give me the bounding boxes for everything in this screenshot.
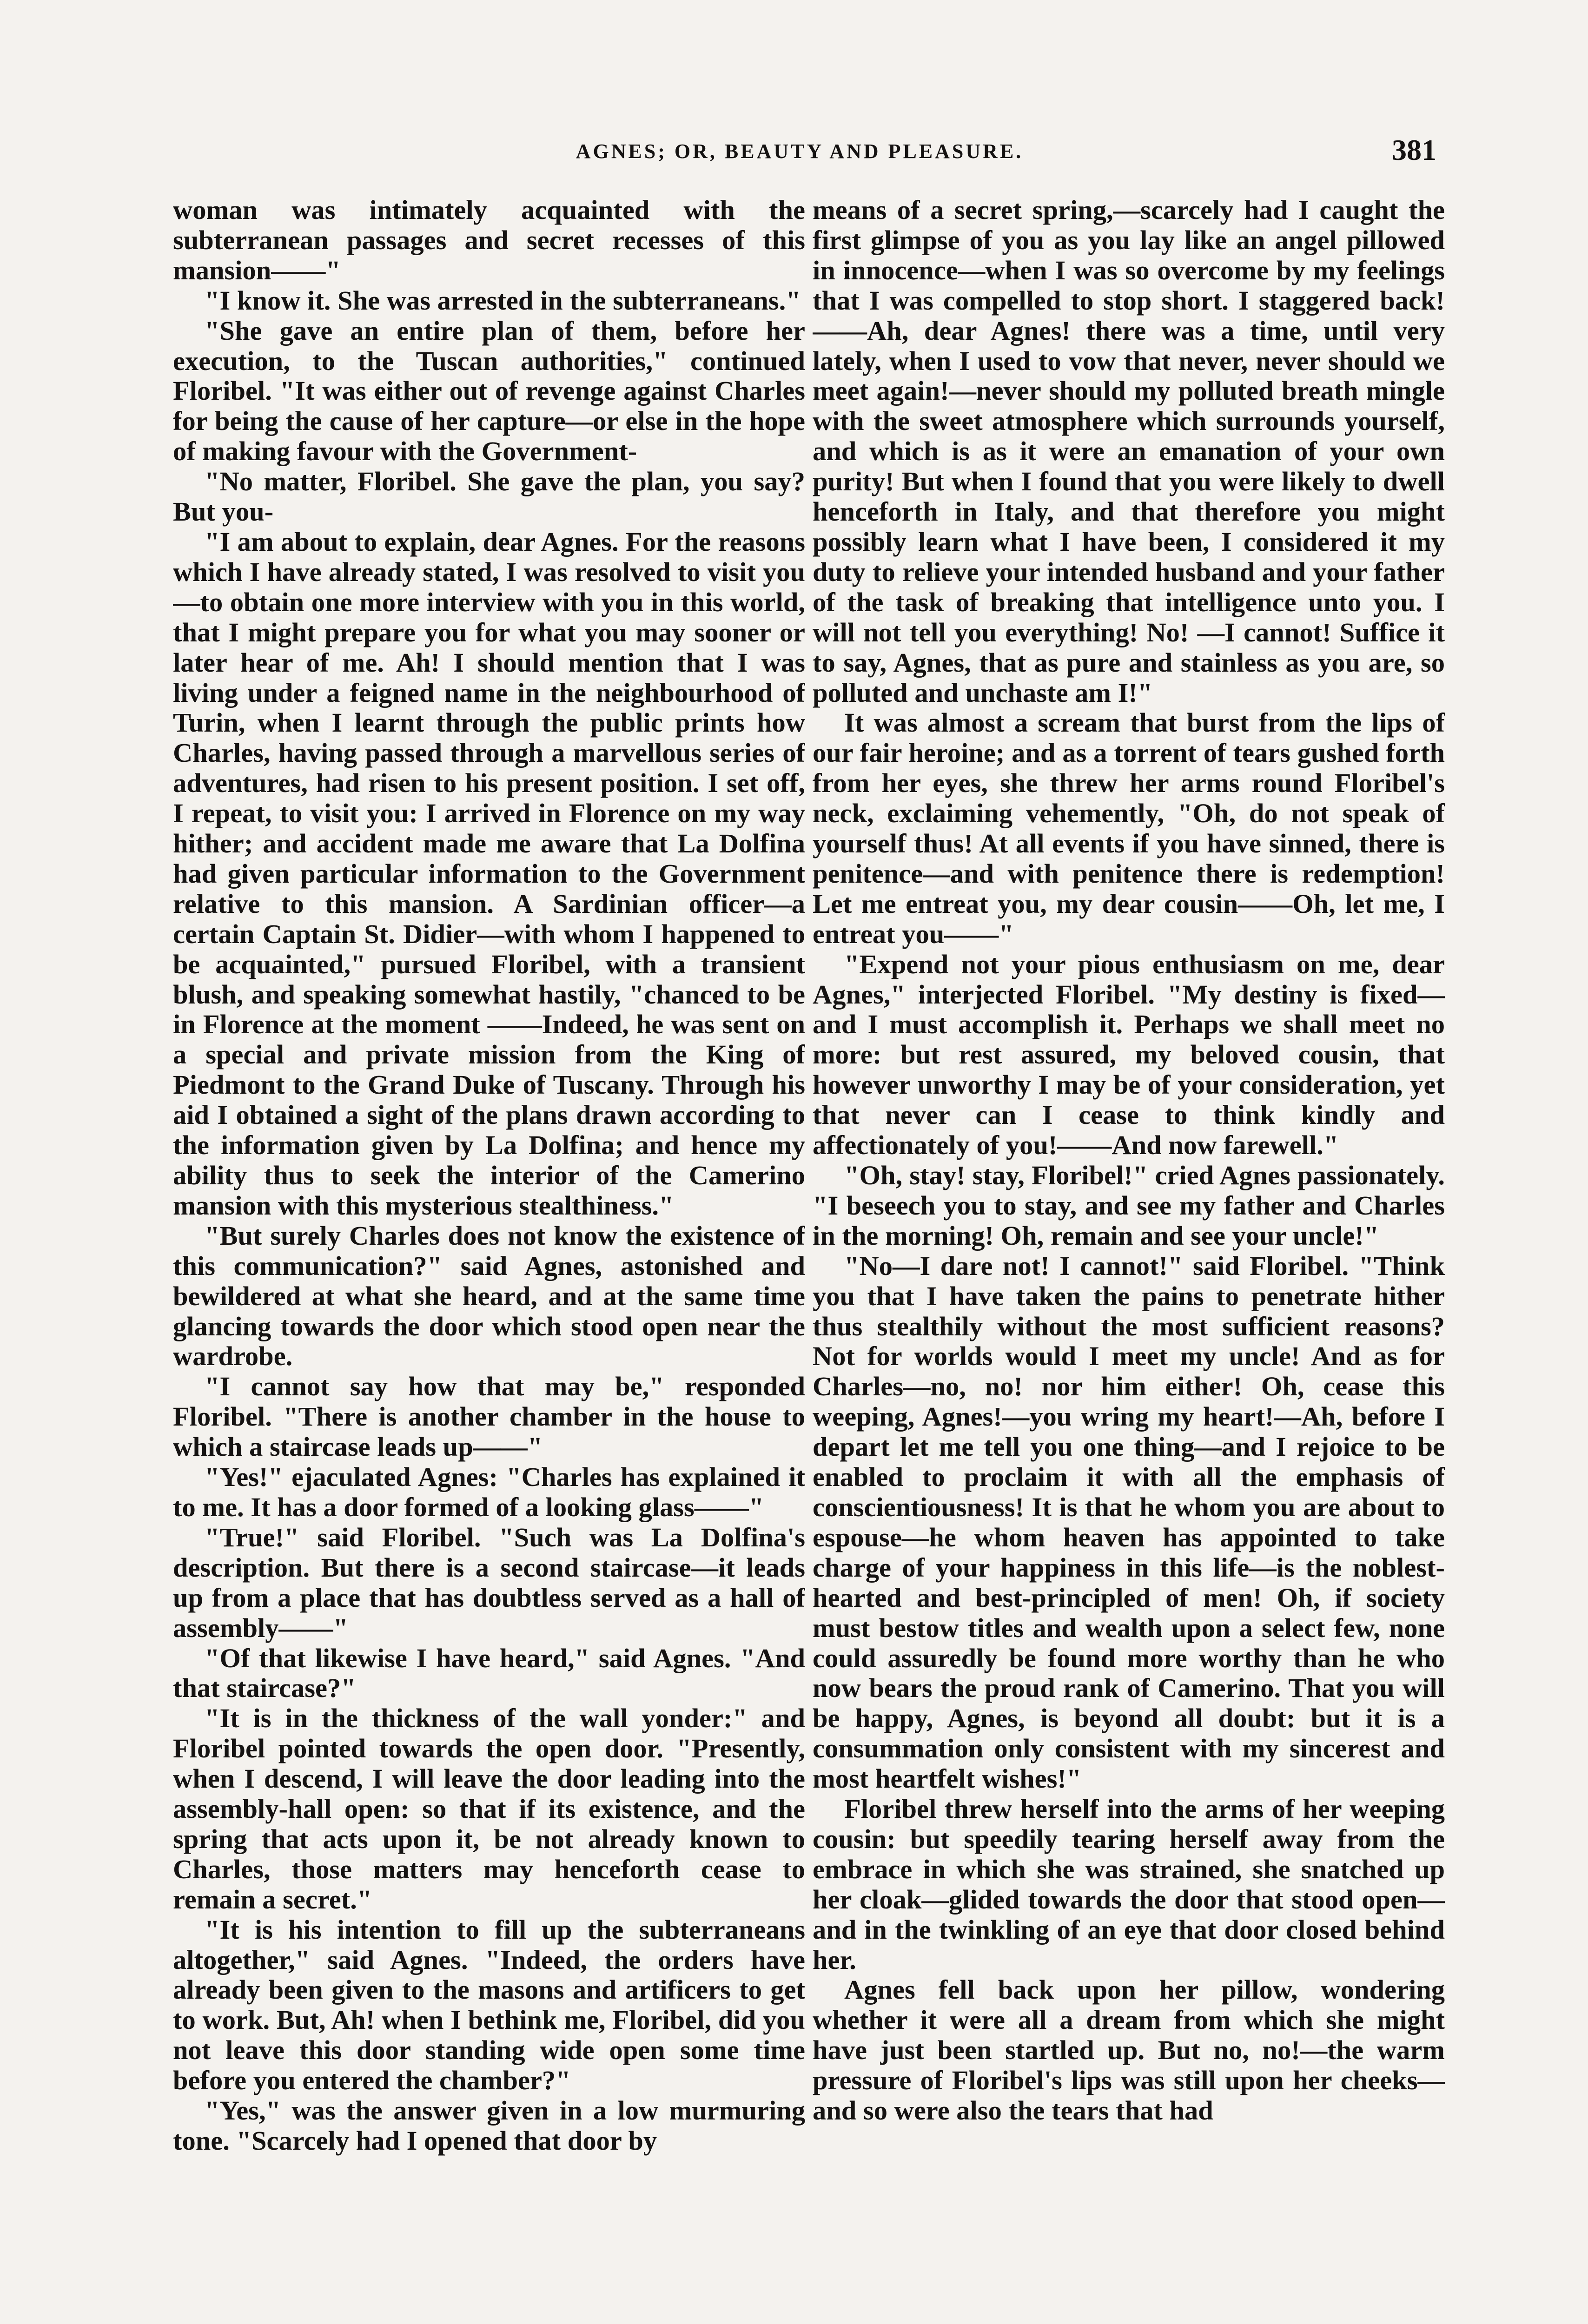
paragraph: means of a secret spring,—scarcely had I caught the first glimpse of you as you lay like an angel pillowed in innocence—when I was so overcome by my feelings that I was compelled to stop short. I staggered back! ——Ah, dear Agnes! there was a time, until very lately, when I used to vow that never, never should we meet again!—never should my polluted breath mingle with the sweet atmosphere which surrounds yourself, and which is as it were an emanation of your own purity! But when I found that you were likely to dwell henceforth in Italy, and that therefore you might possibly learn what I have been, I considered it my duty to relieve your intended husband and your father of the task of breaking that intelligence unto you. I will not tell you everything! No! —I cannot! Suffice it to say, Agnes, that as pure and stainless as you are, so polluted and unchaste am I!" bbox=[813, 195, 1445, 708]
paragraph: It was almost a scream that burst from the lips of our fair heroine; and as a torrent of tears gushed forth from her eyes, she threw her arms round Floribel's neck, exclaiming vehemently, "Oh, do not speak of yourself thus! At all events if you have sinned, there is penitence—and with penitence there is redemption! Let me entreat you, my dear cousin——Oh, let me, I entreat you——" bbox=[813, 707, 1445, 949]
paragraph: "True!" said Floribel. "Such was La Dolfina's description. But there is a second staircase—it leads up from a place that has doubtless served as a hall of assembly——" bbox=[173, 1522, 805, 1643]
paragraph: "No—I dare not! I cannot!" said Floribel. "Think you that I have taken the pains to penetrate hither thus stealthily without the most sufficient reasons? Not for worlds would I meet my uncle! And as for Charles—no, no! nor him either! Oh, cease this weeping, Agnes!—you wring my heart!—Ah, before I depart let me tell you one thing—and I rejoice to be enabled to proclaim it with all the emphasis of conscientiousness! It is that he whom you are about to espouse—he whom heaven has appointed to take charge of your happiness in this life—is the noblest-hearted and best-principled of men! Oh, if society must bestow titles and wealth upon a select few, none could assuredly be found more worthy than he who now bears the proud rank of Camerino. That you will be happy, Agnes, is beyond all doubt: but it is a consummation only consistent with my sincerest and most heartfelt wishes!" bbox=[813, 1250, 1445, 1794]
paragraph: "No matter, Floribel. She gave the plan, you say? But you- bbox=[173, 466, 805, 527]
paragraph: "It is in the thickness of the wall yonder:" and Floribel pointed towards the open door. "Presently, when I descend, I will leave the door leading into the assembly-hall open: so that if its existence, and the spring that acts upon it, be not already known to Charles, those matters may henceforth cease to remain a secret." bbox=[173, 1703, 805, 1915]
paragraph: "I am about to explain, dear Agnes. For the reasons which I have already stated, I was resolved to visit you—to obtain one more interview with you in this world, that I might prepare you for what you may sooner or later hear of me. Ah! I should mention that I was living under a feigned name in the neighbourhood of Turin, when I learnt through the public prints how Charles, having passed through a marvellous series of adventures, had risen to his present position. I set off, I repeat, to visit you: I arrived in Florence on my way hither; and accident made me aware that La Dolfina had given particular information to the Government relative to this mansion. A Sardinian officer—a certain Captain St. Didier—with whom I happened to be acquainted," pursued Floribel, with a transient blush, and speaking somewhat hastily, "chanced to be in Florence at the moment ——Indeed, he was sent on a special and private mission from the King of Piedmont to the Grand Duke of Tuscany. Through his aid I obtained a sight of the plans drawn according to the information given by La Dolfina; and hence my ability thus to seek the interior of the Camerino mansion with this mysterious stealthiness." bbox=[173, 526, 805, 1221]
paragraph: woman was intimately acquainted with the subterranean passages and secret recesses of this mansion——" bbox=[173, 195, 805, 285]
text-column-right bbox=[813, 195, 1445, 2310]
paragraph: Agnes fell back upon her pillow, wondering whether it were all a dream from which she might have just been startled up. But no, no!—the warm pressure of Floribel's lips was still upon her cheeks—and so were also the tears that had bbox=[813, 1974, 1445, 2126]
paragraph: "Yes," was the answer given in a low murmuring tone. "Scarcely had I opened that door by bbox=[173, 2095, 805, 2156]
paragraph: "It is his intention to fill up the subterraneans altogether," said Agnes. "Indeed, the orders have already been given to the masons and artificers to get to work. But, Ah! when I bethink me, Floribel, did you not leave this door standing wide open some time before you entered the chamber?" bbox=[173, 1914, 805, 2096]
paragraph: "Of that likewise I have heard," said Agnes. "And that staircase?" bbox=[173, 1643, 805, 1703]
paragraph: "Oh, stay! stay, Floribel!" cried Agnes passionately. "I beseech you to stay, and see my father and Charles in the morning! Oh, remain and see your uncle!" bbox=[813, 1160, 1445, 1251]
paragraph: "She gave an entire plan of them, before her execution, to the Tuscan authorities," continued Floribel. "It was either out of revenge against Charles for being the cause of her capture—or else in the hope of making favour with the Government- bbox=[173, 315, 805, 467]
paragraph: "Expend not your pious enthusiasm on me, dear Agnes," interjected Floribel. "My destiny is fixed—and I must accomplish it. Perhaps we shall meet no more: but rest assured, my beloved cousin, that however unworthy I may be of your consideration, yet that never can I cease to think kindly and affectionately of you!——And now farewell." bbox=[813, 949, 1445, 1161]
paragraph: "I cannot say how that may be," responded Floribel. "There is another chamber in the house to which a staircase leads up——" bbox=[173, 1371, 805, 1462]
running-head: AGNES; OR, BEAUTY AND PLEASURE. bbox=[576, 140, 1024, 163]
page-number: 381 bbox=[1392, 133, 1436, 166]
paragraph: "Yes!" ejaculated Agnes: "Charles has explained it to me. It has a door formed of a looking glass——" bbox=[173, 1462, 805, 1522]
text-column-left bbox=[173, 195, 805, 2310]
paragraph: "I know it. She was arrested in the subterraneans." bbox=[205, 285, 801, 316]
paragraph: "But surely Charles does not know the existence of this communication?" said Agnes, astonished and bewildered at what she heard, and at the same time glancing towards the door which stood open near the wardrobe. bbox=[173, 1220, 805, 1372]
paragraph: Floribel threw herself into the arms of her weeping cousin: but speedily tearing herself away from the embrace in which she was strained, she snatched up her cloak—glided towards the door that stood open—and in the twinkling of an eye that door closed behind her. bbox=[813, 1794, 1445, 1975]
